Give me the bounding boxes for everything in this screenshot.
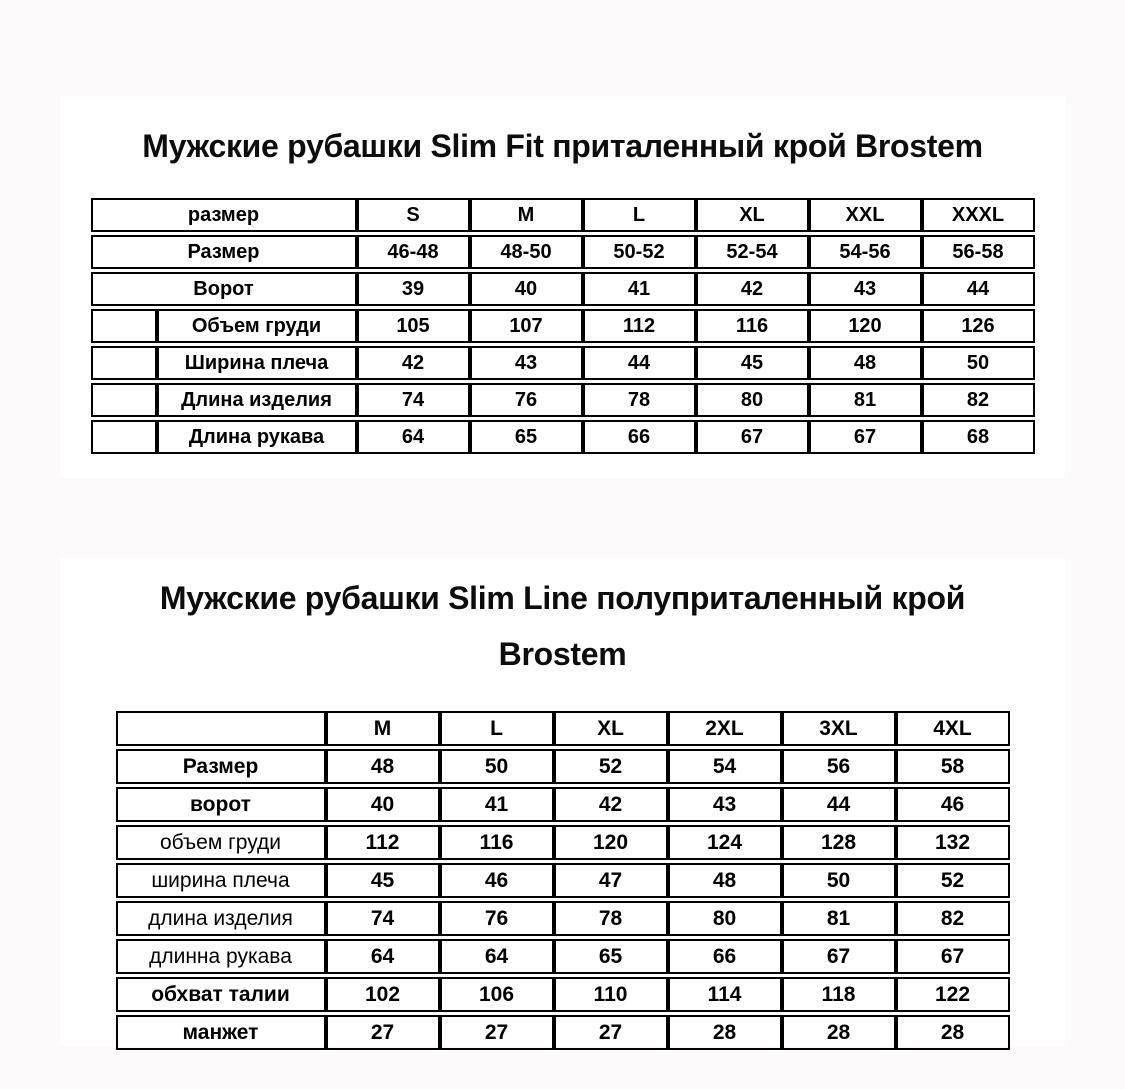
value-cell: M — [470, 198, 583, 232]
value-cell: 74 — [326, 901, 440, 936]
value-cell: 27 — [554, 1015, 668, 1050]
table-row — [116, 825, 1010, 860]
value-cell: 76 — [470, 383, 583, 417]
value-cell: 46-48 — [357, 235, 470, 269]
slim-line-title-line1: Мужские рубашки Slim Line полуприталенный крой — [159, 580, 966, 616]
value-cell: 65 — [470, 420, 583, 454]
value-cell: M — [326, 711, 440, 746]
spacer-cell — [91, 383, 157, 417]
value-cell: 48 — [326, 749, 440, 784]
value-cell: 3XL — [782, 711, 896, 746]
value-cell: 126 — [922, 309, 1035, 343]
row-label-cell: Размер — [91, 235, 357, 269]
value-cell: 107 — [470, 309, 583, 343]
spacer-cell — [91, 420, 157, 454]
table-row — [91, 383, 1035, 417]
value-cell: 4XL — [896, 711, 1010, 746]
value-cell: 67 — [809, 420, 922, 454]
value-cell: 43 — [668, 787, 782, 822]
value-cell: 52 — [554, 749, 668, 784]
value-cell: 78 — [583, 383, 696, 417]
value-cell: 112 — [583, 309, 696, 343]
value-cell: 52-54 — [696, 235, 809, 269]
value-cell: 28 — [782, 1015, 896, 1050]
value-cell: 46 — [896, 787, 1010, 822]
value-cell: 43 — [470, 346, 583, 380]
value-cell: 50 — [922, 346, 1035, 380]
value-cell: 82 — [922, 383, 1035, 417]
table-row — [116, 901, 1010, 936]
row-label-cell: Ворот — [91, 272, 357, 306]
value-cell: 41 — [583, 272, 696, 306]
value-cell: 54-56 — [809, 235, 922, 269]
table-row — [91, 198, 1035, 232]
value-cell: 64 — [440, 939, 554, 974]
slim-line-size-table-grid — [116, 708, 1010, 1053]
value-cell: 74 — [357, 383, 470, 417]
table-row — [116, 863, 1010, 898]
value-cell: 116 — [440, 825, 554, 860]
value-cell: L — [440, 711, 554, 746]
value-cell: 122 — [896, 977, 1010, 1012]
value-cell: 54 — [668, 749, 782, 784]
row-label-cell — [116, 711, 326, 746]
value-cell: 116 — [696, 309, 809, 343]
value-cell: 67 — [782, 939, 896, 974]
slim-line-size-table — [60, 708, 1065, 1053]
table-row — [116, 787, 1010, 822]
value-cell: 44 — [782, 787, 896, 822]
table-row — [116, 1015, 1010, 1050]
value-cell: 64 — [357, 420, 470, 454]
value-cell: 112 — [326, 825, 440, 860]
table-row — [91, 235, 1035, 269]
table-row — [116, 711, 1010, 746]
spacer-cell — [91, 309, 157, 343]
slim-fit-title-text: Мужские рубашки Slim Fit приталенный крой Brostem — [142, 128, 983, 164]
value-cell: L — [583, 198, 696, 232]
value-cell: 40 — [326, 787, 440, 822]
table-row — [91, 420, 1035, 454]
row-label-cell: ворот — [116, 787, 326, 822]
value-cell: 110 — [554, 977, 668, 1012]
value-cell: 80 — [668, 901, 782, 936]
value-cell: 82 — [896, 901, 1010, 936]
value-cell: 48 — [668, 863, 782, 898]
value-cell: 66 — [583, 420, 696, 454]
value-cell: 28 — [896, 1015, 1010, 1050]
value-cell: 56 — [782, 749, 896, 784]
value-cell: 67 — [896, 939, 1010, 974]
value-cell: 124 — [668, 825, 782, 860]
row-label-cell: Объем груди — [157, 309, 357, 343]
value-cell: 48 — [809, 346, 922, 380]
row-label-cell: обхват талии — [116, 977, 326, 1012]
row-label-cell: Размер — [116, 749, 326, 784]
row-label-cell: объем груди — [116, 825, 326, 860]
value-cell: 106 — [440, 977, 554, 1012]
value-cell: 67 — [696, 420, 809, 454]
slim-line-title-line2: Brostem — [498, 636, 627, 672]
value-cell: XL — [554, 711, 668, 746]
value-cell: 81 — [782, 901, 896, 936]
row-label-cell: манжет — [116, 1015, 326, 1050]
value-cell: 58 — [896, 749, 1010, 784]
value-cell: 52 — [896, 863, 1010, 898]
value-cell: XXXL — [922, 198, 1035, 232]
value-cell: 27 — [326, 1015, 440, 1050]
value-cell: 76 — [440, 901, 554, 936]
value-cell: 105 — [357, 309, 470, 343]
value-cell: 44 — [922, 272, 1035, 306]
value-cell: 44 — [583, 346, 696, 380]
slim-fit-size-table — [60, 195, 1065, 457]
value-cell: 64 — [326, 939, 440, 974]
table-row — [116, 939, 1010, 974]
value-cell: 40 — [470, 272, 583, 306]
value-cell: 50 — [782, 863, 896, 898]
value-cell: 43 — [809, 272, 922, 306]
value-cell: 120 — [809, 309, 922, 343]
value-cell: 42 — [357, 346, 470, 380]
slim-line-title — [60, 558, 1065, 682]
row-label-cell: Длина рукава — [157, 420, 357, 454]
value-cell: 27 — [440, 1015, 554, 1050]
table-row — [116, 749, 1010, 784]
table-row — [91, 272, 1035, 306]
row-label-cell: размер — [91, 198, 357, 232]
value-cell: 46 — [440, 863, 554, 898]
row-label-cell: Ширина плеча — [157, 346, 357, 380]
value-cell: 120 — [554, 825, 668, 860]
slim-fit-size-table-grid — [91, 195, 1035, 457]
row-label-cell: длина изделия — [116, 901, 326, 936]
value-cell: 81 — [809, 383, 922, 417]
row-label-cell: ширина плеча — [116, 863, 326, 898]
value-cell: 66 — [668, 939, 782, 974]
value-cell: S — [357, 198, 470, 232]
slim-line-card — [60, 558, 1065, 1046]
value-cell: 50-52 — [583, 235, 696, 269]
value-cell: 42 — [696, 272, 809, 306]
value-cell: 28 — [668, 1015, 782, 1050]
value-cell: 65 — [554, 939, 668, 974]
table-row — [91, 309, 1035, 343]
value-cell: 78 — [554, 901, 668, 936]
value-cell: 41 — [440, 787, 554, 822]
value-cell: 39 — [357, 272, 470, 306]
table-row — [116, 977, 1010, 1012]
value-cell: 2XL — [668, 711, 782, 746]
table-row — [91, 346, 1035, 380]
spacer-cell — [91, 346, 157, 380]
value-cell: 56-58 — [922, 235, 1035, 269]
value-cell: 68 — [922, 420, 1035, 454]
value-cell: 114 — [668, 977, 782, 1012]
value-cell: 50 — [440, 749, 554, 784]
value-cell: 80 — [696, 383, 809, 417]
row-label-cell: длинна рукава — [116, 939, 326, 974]
slim-fit-title — [60, 97, 1065, 168]
value-cell: 45 — [696, 346, 809, 380]
value-cell: 128 — [782, 825, 896, 860]
value-cell: 47 — [554, 863, 668, 898]
value-cell: 102 — [326, 977, 440, 1012]
value-cell: 132 — [896, 825, 1010, 860]
value-cell: XXL — [809, 198, 922, 232]
value-cell: 45 — [326, 863, 440, 898]
value-cell: XL — [696, 198, 809, 232]
row-label-cell: Длина изделия — [157, 383, 357, 417]
value-cell: 118 — [782, 977, 896, 1012]
value-cell: 48-50 — [470, 235, 583, 269]
slim-fit-card — [60, 97, 1065, 478]
value-cell: 42 — [554, 787, 668, 822]
